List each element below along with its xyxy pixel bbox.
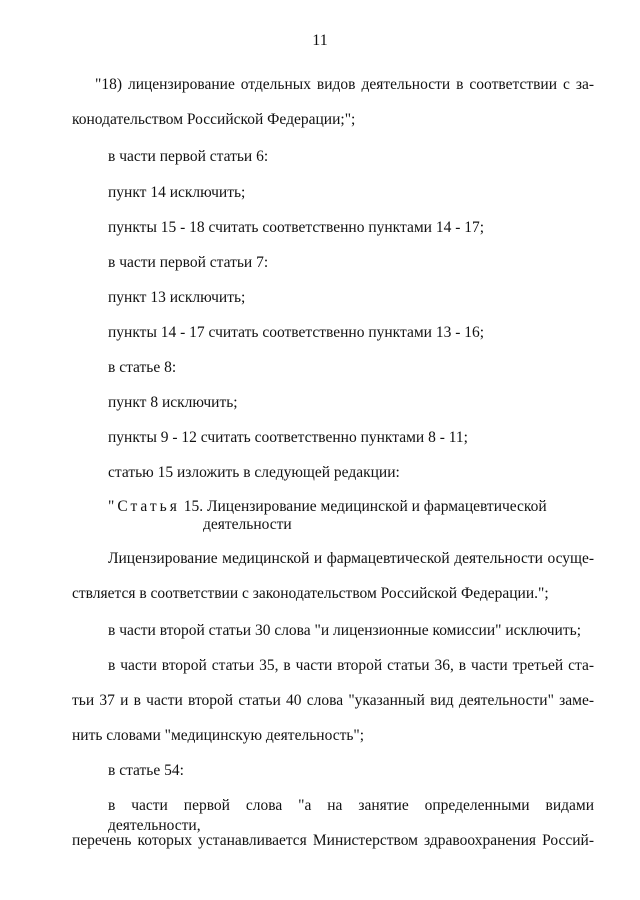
article-heading [108, 497, 630, 517]
paragraph-line: пункты 15 - 18 считать соответственно пунктами 14 - 17; [108, 219, 485, 236]
paragraph-line: пункт 14 исключить; [108, 184, 246, 201]
article-body-line: Лицензирование медицинской и фармацевтической деятельности осуще- [108, 550, 594, 567]
paragraph-line: тьи 37 и в части второй статьи 40 слова "указанный вид деятельности" заме- [72, 692, 594, 709]
paragraph-line: в статье 8: [108, 359, 177, 376]
article-title-continuation: деятельности [203, 516, 292, 533]
paragraph-line: пункты 14 - 17 считать соответственно пунктами 13 - 16; [108, 324, 485, 341]
paragraph-line: пункт 8 исключить; [108, 394, 238, 411]
paragraph-line: пункт 13 исключить; [108, 289, 246, 306]
paragraph-line: в части первой статьи 6: [108, 148, 269, 165]
paragraph-line: статью 15 изложить в следующей редакции: [108, 464, 400, 481]
paragraph-line: пункты 9 - 12 считать соответственно пунктами 8 - 11; [108, 429, 468, 446]
article-prefix: "Статья [108, 498, 180, 515]
paragraph-line: конодательством Российской Федерации;"; [72, 111, 356, 128]
paragraph-line: в части первой статьи 7: [108, 254, 269, 271]
paragraph-line: "18) лицензирование отдельных видов деятельности в соответствии с за- [95, 76, 594, 93]
paragraph-line: в части второй статьи 30 слова "и лицензионные комиссии" исключить; [108, 622, 581, 639]
article-body-line: ствляется в соответствии с законодательством Российской Федерации."; [72, 585, 549, 602]
paragraph-line: в части второй статьи 35, в части второй статьи 36, в части третьей ста- [108, 657, 594, 674]
paragraph-line: перечень которых устанавливается Министерством здравоохранения Россий- [72, 832, 594, 849]
article-title: 15. Лицензирование медицинской и фармацевтической [179, 498, 547, 515]
paragraph-line: в статье 54: [108, 762, 184, 779]
paragraph-line: нить словами "медицинскую деятельность"; [72, 727, 365, 744]
paragraph-line: в части первой слова "а на занятие определенными видами деятельности, [108, 797, 594, 834]
page-number: 11 [312, 32, 328, 49]
